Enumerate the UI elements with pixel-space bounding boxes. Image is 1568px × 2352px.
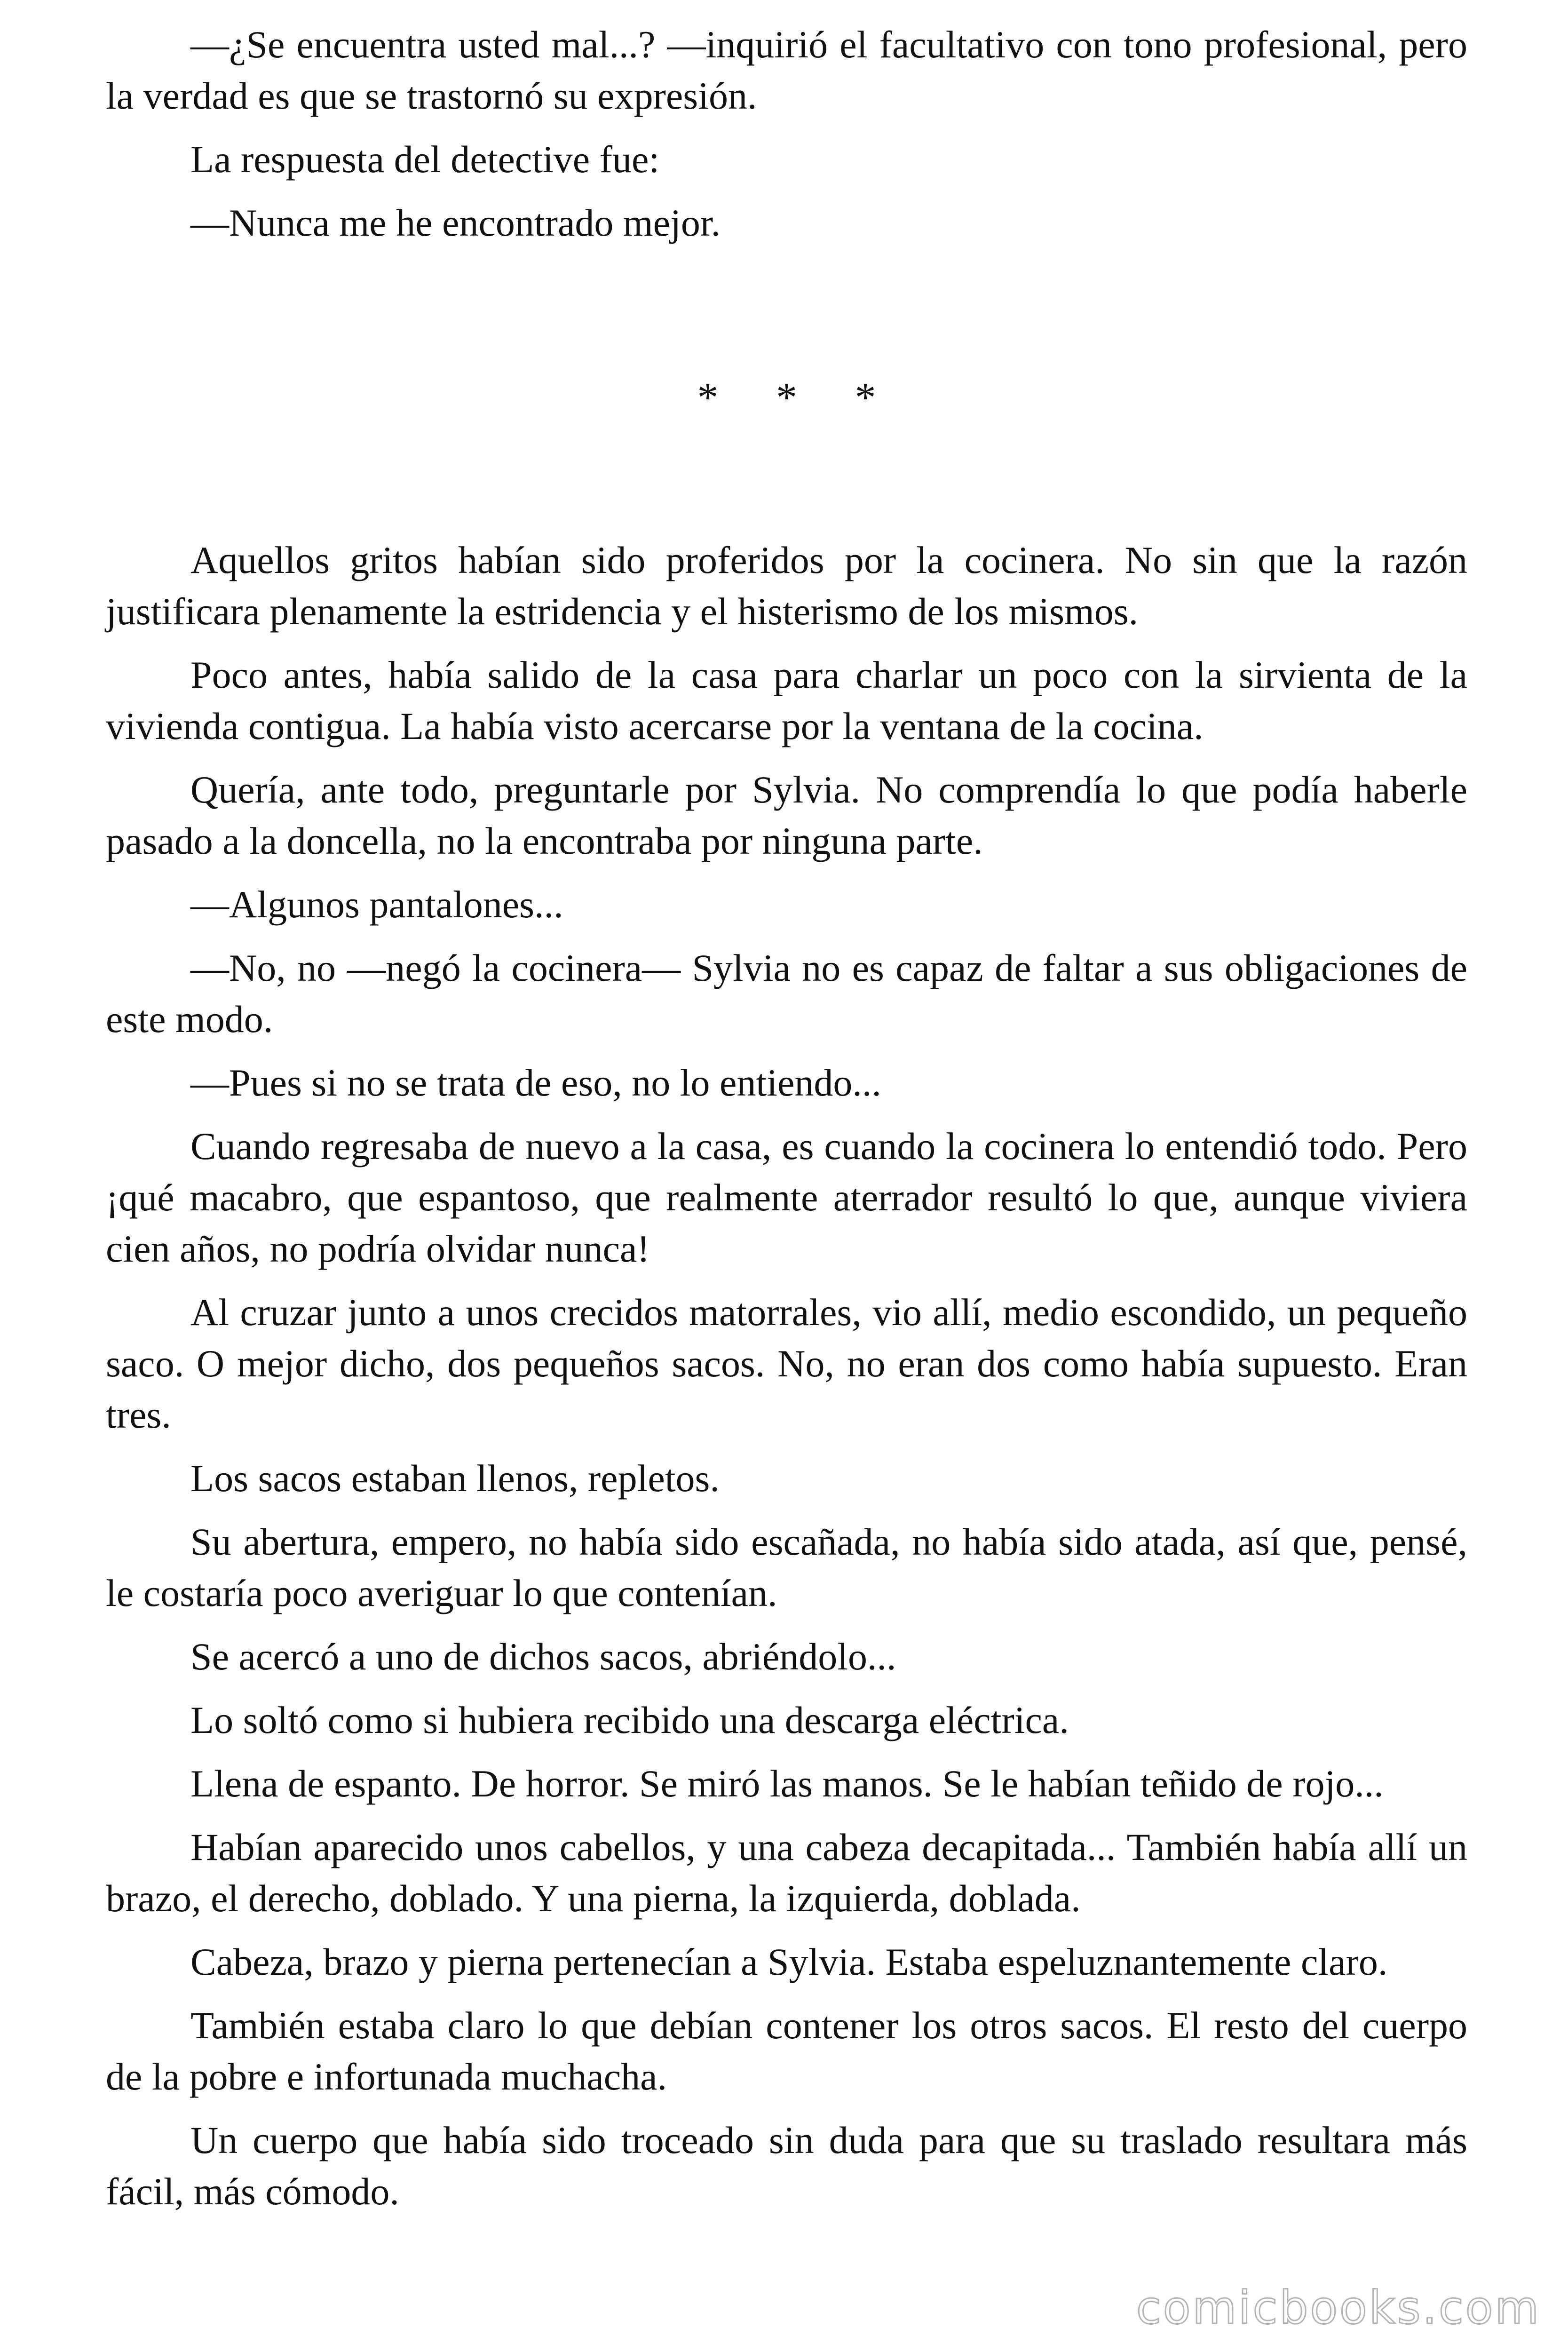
- paragraph: —No, no —negó la cocinera— Sylvia no es capaz de faltar a sus obligaciones de este modo.: [106, 946, 1467, 1041]
- paragraph: Al cruzar junto a unos crecidos matorrales, vio allí, medio escondido, un pequeño saco. O mejor dicho, dos pequeños sacos. No, no eran dos como había supuesto. Eran tres.: [106, 1291, 1467, 1436]
- paragraph: —¿Se encuentra usted mal...? —inquirió el facultativo con tono profesional, pero la verdad es que se trastornó su expresión.: [106, 23, 1467, 117]
- scene-break-asterisks: * * *: [697, 374, 900, 421]
- paragraph: Habían aparecido unos cabellos, y una cabeza decapitada... También había allí un brazo, el derecho, doblado. Y una pierna, la izquierda, doblada.: [106, 1826, 1467, 1920]
- paragraph: Cabeza, brazo y pierna pertenecían a Sylvia. Estaba espeluznantemente claro.: [190, 1940, 1388, 1983]
- scene-break: [106, 261, 1467, 534]
- paragraph: Se acercó a uno de dichos sacos, abriéndolo...: [190, 1635, 896, 1678]
- paragraph: Aquellos gritos habían sido proferidos por la cocinera. No sin que la razón justificara plenamente la estridencia y el histerismo de los mismos.: [106, 539, 1467, 633]
- paragraph: —Nunca me he encontrado mejor.: [190, 201, 721, 244]
- paragraph: Lo soltó como si hubiera recibido una descarga eléctrica.: [190, 1699, 1069, 1741]
- paragraph: Un cuerpo que había sido troceado sin duda para que su traslado resultara más fácil, más cómodo.: [106, 2119, 1467, 2213]
- paragraph: Quería, ante todo, preguntarle por Sylvia. No comprendía lo que podía haberle pasado a la doncella, no la encontraba por ninguna parte.: [106, 768, 1467, 862]
- paragraph: Los sacos estaban llenos, repletos.: [190, 1457, 720, 1500]
- top-section: [106, 19, 1467, 248]
- paragraph: También estaba claro lo que debían contener los otros sacos. El resto del cuerpo de la pobre e infortunada muchacha.: [106, 2004, 1467, 2098]
- paragraph: Llena de espanto. De horror. Se miró las manos. Se le habían teñido de rojo...: [190, 1762, 1384, 1805]
- paragraph: —Algunos pantalones...: [190, 883, 563, 926]
- paragraph: La respuesta del detective fue:: [190, 138, 660, 181]
- paragraph: Su abertura, empero, no había sido escañada, no había sido atada, así que, pensé, le costaría poco averiguar lo que contenían.: [106, 1520, 1467, 1614]
- paragraph: Poco antes, había salido de la casa para charlar un poco con la sirvienta de la vivienda contigua. La había visto acercarse por la ventana de la cocina.: [106, 653, 1467, 747]
- watermark: comicbooks.com: [1136, 2281, 1541, 2334]
- page-text: [106, 19, 1467, 2229]
- bottom-section: [106, 534, 1467, 2217]
- paragraph: —Pues si no se trata de eso, no lo entiendo...: [190, 1061, 881, 1104]
- paragraph: Cuando regresaba de nuevo a la casa, es cuando la cocinera lo entendió todo. Pero ¡qué macabro, que espantoso, que realmente aterrador resultó lo que, aunque viviera cien años, no podría olvidar nunca!: [106, 1125, 1467, 1270]
